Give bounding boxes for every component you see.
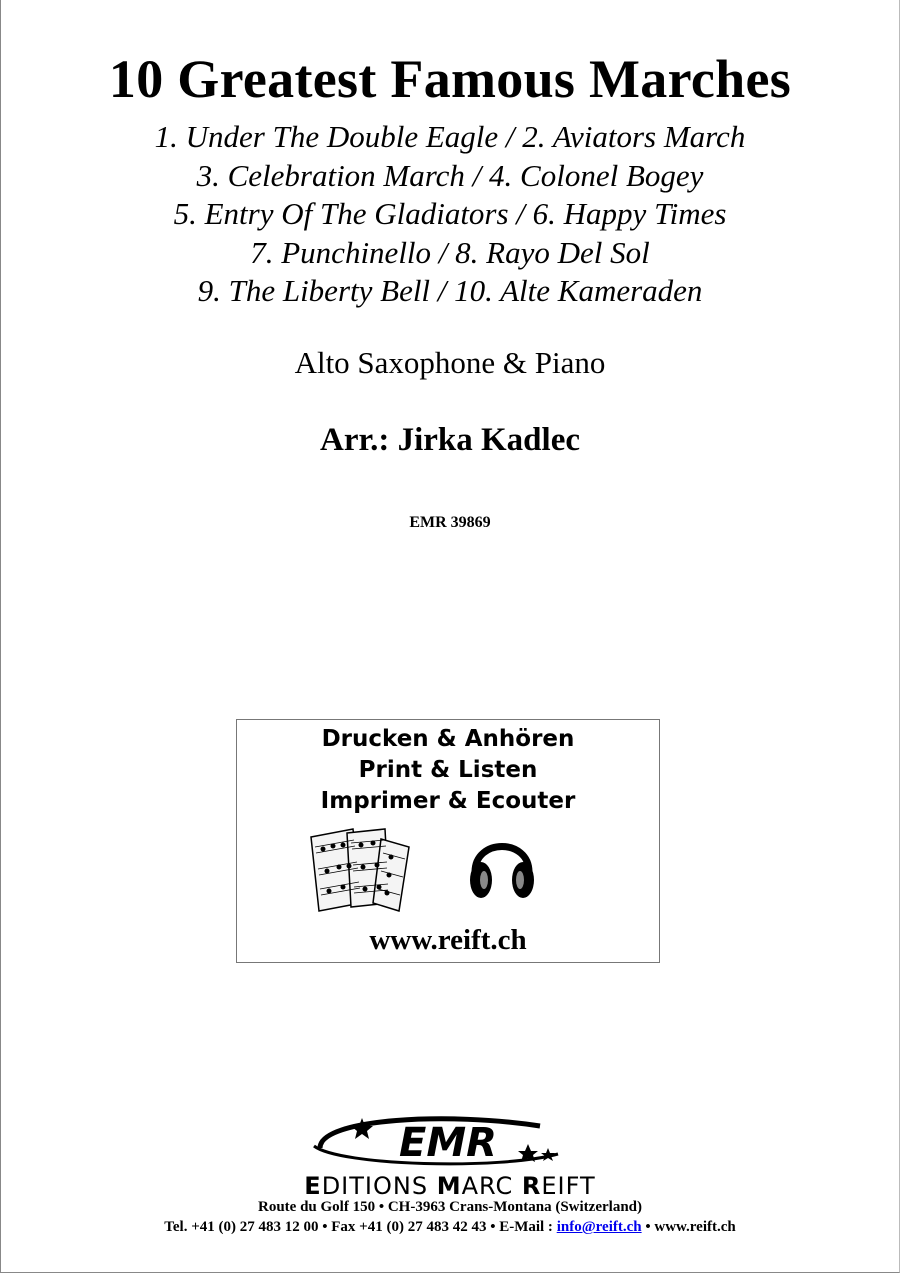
arranger: Arr.: Jirka Kadlec [320,422,580,458]
march-line: 9. The Liberty Bell / 10. Alte Kameraden [197,273,703,309]
emr-logo [300,1108,600,1174]
promo-line-english: Print & Listen [358,757,538,783]
logo-text: EMR [399,1120,497,1166]
promo-line-french: Imprimer & Ecouter [320,788,576,814]
headphones-icon [467,828,537,904]
promo-line-german: Drucken & Anhören [321,726,575,752]
march-line: 1. Under The Double Eagle / 2. Aviators March [154,119,746,154]
promo-url[interactable]: www.reift.ch [369,924,527,956]
email-link[interactable]: info@reift.ch [556,1219,642,1235]
publisher-contact [0,1219,900,1236]
march-list [0,118,900,311]
march-line: 3. Celebration March / 4. Colonel Bogey [196,157,704,193]
contact-phone-fax: Tel. +41 (0) 27 483 12 00 • Fax +41 (0) 27 483 42 43 • E-Mail : [164,1219,557,1235]
catalog-code: EMR 39869 [409,514,491,531]
march-line: 7. Punchinello / 8. Rayo Del Sol [250,234,650,270]
publisher-name: EDITIONS MARC REIFT [304,1172,596,1200]
sheet-music-icon [307,823,419,915]
march-line: 5. Entry Of The Gladiators / 6. Happy Times [173,196,727,232]
promo-box [236,719,660,963]
instrumentation: Alto Saxophone & Piano [294,345,606,380]
publisher-address: Route du Golf 150 • CH-3963 Crans-Montana (Switzerland) [258,1199,642,1215]
promo-text [237,724,659,817]
page-title: 10 Greatest Famous Marches [108,49,792,109]
contact-website: • www.reift.ch [641,1219,736,1235]
